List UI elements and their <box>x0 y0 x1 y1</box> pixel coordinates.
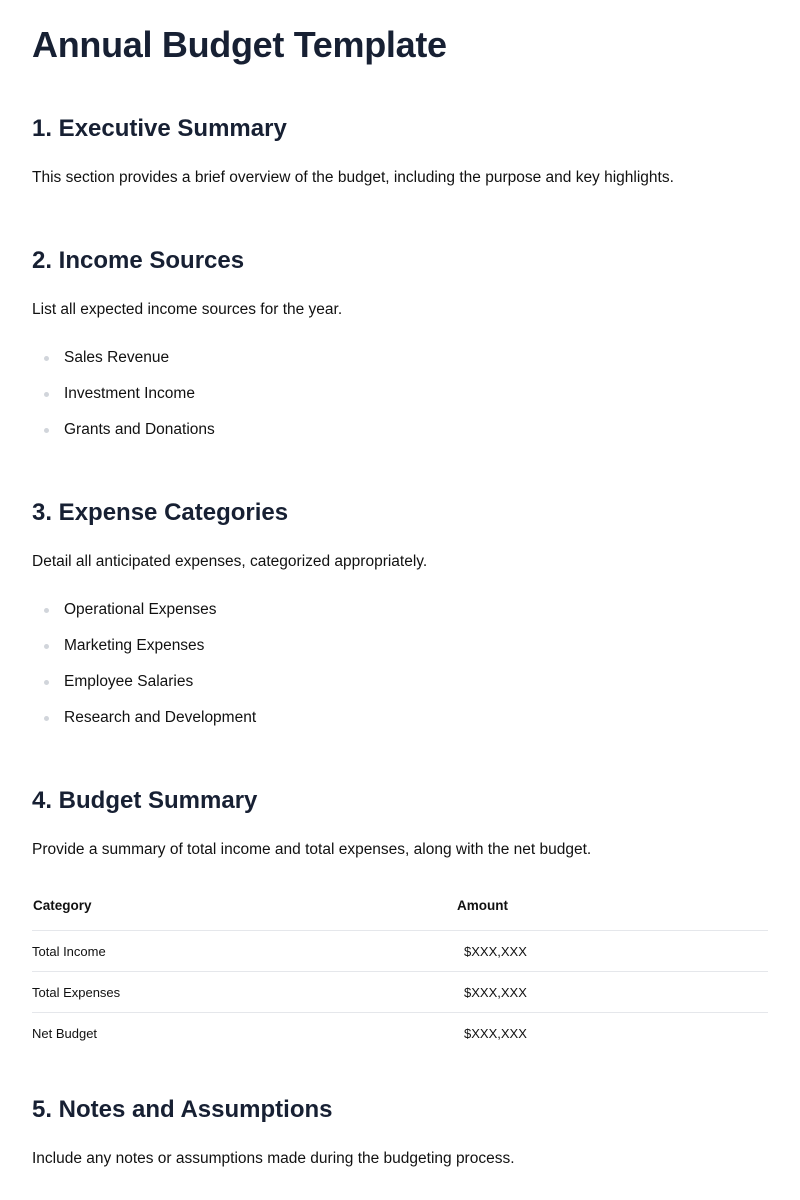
section-heading: 1. Executive Summary <box>32 115 287 142</box>
section-expense-categories <box>32 498 768 744</box>
section-heading: 3. Expense Categories <box>32 499 289 526</box>
expense-list <box>32 600 768 744</box>
section-heading: 5. Notes and Assumptions <box>32 1096 333 1123</box>
amount-cell: $XXX,XXX <box>456 972 768 1013</box>
income-list <box>32 348 768 456</box>
section-description: Provide a summary of total income and total expenses, along with the net budget. <box>32 841 592 858</box>
amount-cell: $XXX,XXX <box>456 931 768 972</box>
table-row <box>32 1013 768 1054</box>
list-item: Operational Expenses <box>32 600 768 636</box>
budget-summary-table <box>32 898 768 1053</box>
list-item: Investment Income <box>32 384 768 420</box>
section-notes-assumptions <box>32 1095 768 1169</box>
section-heading: 2. Income Sources <box>32 247 245 274</box>
column-header-category: Category <box>32 898 456 931</box>
category-cell: Net Budget <box>32 1025 98 1041</box>
category-cell: Total Expenses <box>32 972 456 1013</box>
list-item: Marketing Expenses <box>32 636 768 672</box>
table-row <box>32 972 768 1013</box>
list-item: Employee Salaries <box>32 672 768 708</box>
section-budget-summary <box>32 786 768 1053</box>
column-header-amount: Amount <box>456 898 768 931</box>
list-item: Sales Revenue <box>32 348 768 384</box>
section-description: Detail all anticipated expenses, categorized appropriately. <box>32 553 428 570</box>
section-description: This section provides a brief overview of the budget, including the purpose and key highlights. <box>32 169 674 186</box>
category-cell: Total Income <box>32 931 456 972</box>
section-description: Include any notes or assumptions made during the budgeting process. <box>32 1150 515 1167</box>
section-income-sources <box>32 246 768 456</box>
section-heading: 4. Budget Summary <box>32 787 258 814</box>
list-item: Research and Development <box>32 708 768 744</box>
section-executive-summary <box>32 114 768 188</box>
table-row <box>32 931 768 972</box>
document-title: Annual Budget Template <box>32 24 447 65</box>
table-header-row <box>32 898 768 931</box>
amount-cell: $XXX,XXX <box>464 1025 527 1041</box>
section-description: List all expected income sources for the year. <box>32 301 343 318</box>
list-item: Grants and Donations <box>32 420 768 456</box>
